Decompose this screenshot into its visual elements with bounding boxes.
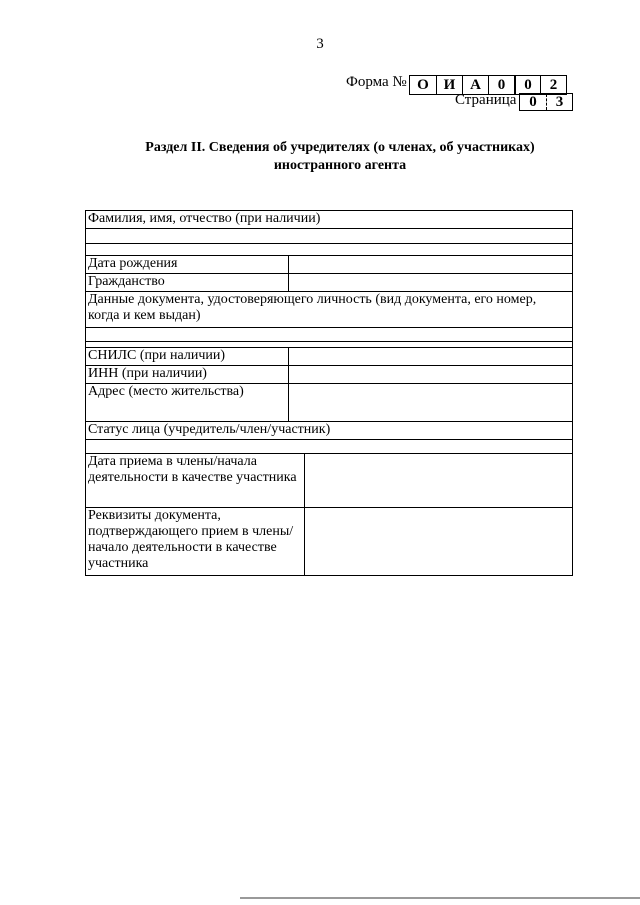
page-number-boxes (519, 93, 573, 111)
citizenship-value[interactable] (289, 274, 573, 292)
inn-label: ИНН (при наличии) (86, 366, 289, 384)
admission-date-label: Дата приема в члены/начала деятельности в качестве участника (86, 454, 305, 508)
full-name-label: Фамилия, имя, отчество (при наличии) (86, 211, 573, 229)
form-code-cell: И (436, 76, 462, 94)
section-title-line: иностранного агента (273, 158, 407, 173)
address-label: Адрес (место жительства) (86, 384, 289, 422)
page-code-cell: 3 (546, 94, 572, 110)
form-number-label: Форма № (346, 74, 407, 90)
section-title-line: Раздел II. Сведения об учредителях (о членах, об участниках) (145, 140, 535, 155)
citizenship-label: Гражданство (86, 274, 289, 292)
full-name-value[interactable] (86, 229, 573, 244)
birth-date-label: Дата рождения (86, 256, 289, 274)
document-details-value[interactable] (305, 508, 573, 576)
page-code-cell: 0 (529, 94, 537, 110)
founder-info-table (85, 210, 573, 576)
address-value[interactable] (289, 384, 573, 422)
document-details-label: Реквизиты документа, подтверждающего прием в члены/начало деятельности в качестве участника (86, 508, 305, 576)
section-title (80, 139, 600, 175)
snils-label: СНИЛС (при наличии) (86, 348, 289, 366)
form-code-cell: 2 (540, 76, 566, 94)
page-number: 3 (316, 36, 324, 52)
birth-date-value[interactable] (289, 256, 573, 274)
status-value[interactable] (86, 440, 573, 454)
form-code-cell: 0 (488, 76, 514, 94)
form-code-cell: А (462, 76, 488, 94)
inn-value[interactable] (289, 366, 573, 384)
id-document-value[interactable] (86, 328, 573, 342)
status-label: Статус лица (учредитель/член/участник) (86, 422, 573, 440)
snils-value[interactable] (289, 348, 573, 366)
spacer-row (86, 244, 573, 256)
scan-edge-line (240, 897, 640, 899)
page-label: Страница (455, 92, 517, 108)
form-code-cell: О (417, 77, 429, 93)
form-code-cell: 0 (514, 76, 540, 94)
admission-date-value[interactable] (305, 454, 573, 508)
id-document-label: Данные документа, удостоверяющего личность (вид документа, его номер, когда и кем выдан) (86, 292, 573, 328)
